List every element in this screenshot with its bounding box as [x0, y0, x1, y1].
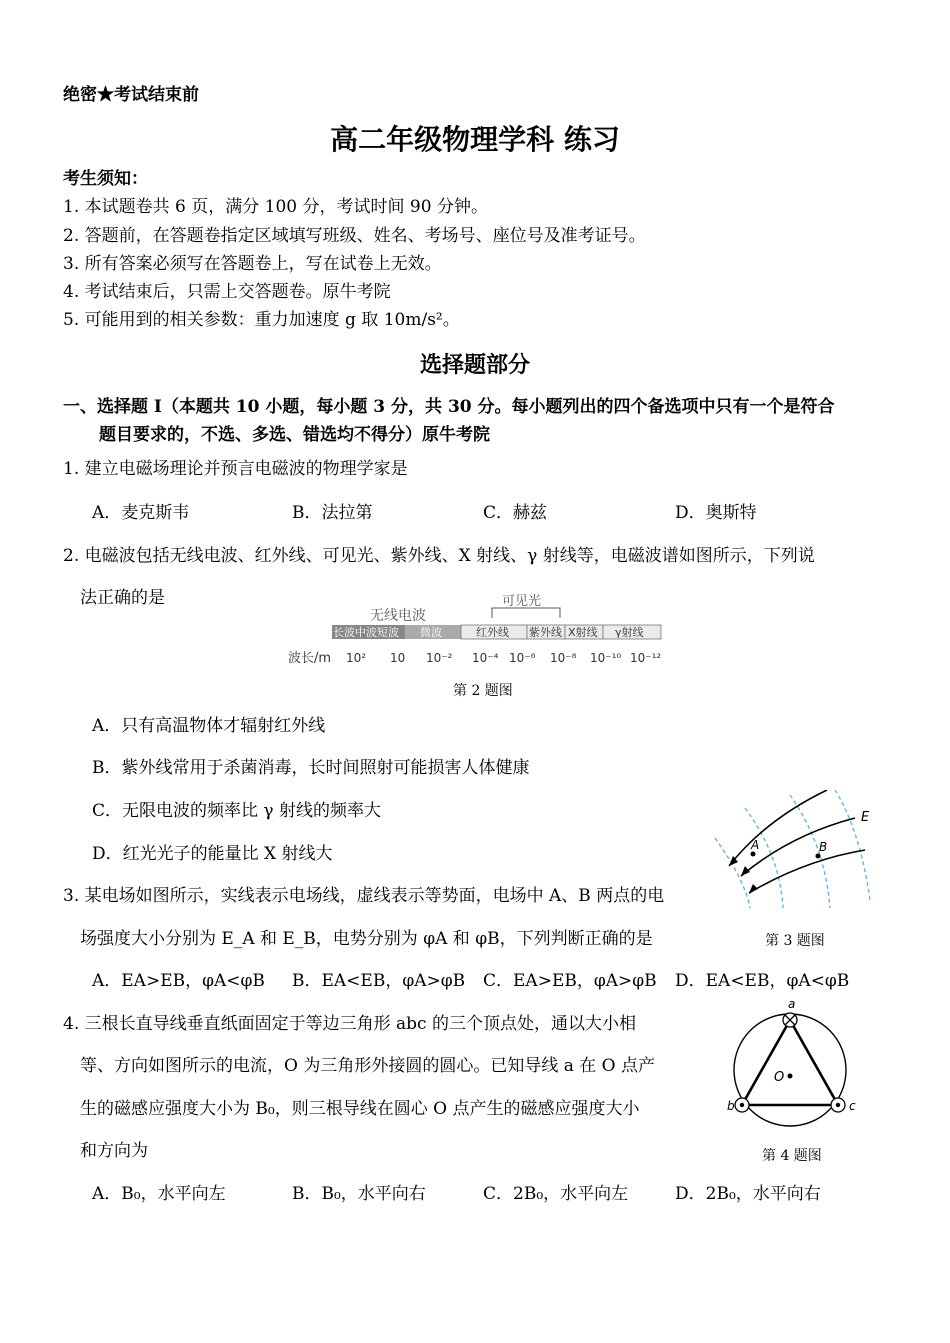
wire-a-label: a — [788, 998, 796, 1011]
tick-label: 10 — [390, 651, 406, 665]
q4-option-a: A．B₀，水平向左 — [92, 1184, 226, 1204]
q4-option-b: B．B₀，水平向右 — [292, 1184, 426, 1204]
q1-option-d: D．奥斯特 — [675, 503, 757, 523]
notice-item: 5. 可能用到的相关参数：重力加速度 g 取 10m/s²。 — [63, 310, 460, 330]
point-a — [751, 852, 756, 857]
q4-stem: 等、方向如图所示的电流，O 为三角形外接圆的圆心。已知导线 a 在 O 点产 — [80, 1056, 656, 1076]
band-label: 紫外线 — [529, 626, 562, 639]
wire-b-label: b — [727, 1099, 735, 1113]
point-b-label: B — [819, 840, 828, 854]
tick-label: 10⁻¹⁰ — [590, 651, 622, 665]
notice-item: 2. 答题前，在答题卷指定区域填写班级、姓名、考场号、座位号及准考证号。 — [63, 226, 646, 246]
tick-label: 10⁻⁴ — [472, 651, 499, 665]
q3-figure-caption: 第 3 题图 — [765, 933, 825, 949]
electric-field-figure — [705, 790, 885, 910]
q3-stem: 场强度大小分别为 E_A 和 E_B，电势分别为 φA 和 φB，下列判断正确的是 — [80, 929, 653, 949]
wire-triangle-figure — [722, 998, 872, 1138]
section-title: 选择题部分 — [419, 352, 530, 378]
q4-stem: 和方向为 — [80, 1141, 148, 1161]
q2-option-b: B．紫外线常用于杀菌消毒，长时间照射可能损害人体健康 — [92, 758, 530, 778]
page-title: 高二年级物理学科 练习 — [330, 123, 620, 156]
q1-option-b: B．法拉第 — [292, 503, 373, 523]
notice-item: 1. 本试题卷共 6 页，满分 100 分，考试时间 90 分钟。 — [63, 197, 488, 217]
q2-figure-caption: 第 2 题图 — [453, 683, 513, 699]
center-o — [788, 1074, 793, 1079]
tick-label: 10⁻⁶ — [509, 651, 536, 665]
section-instruction: 题目要求的，不选、多选、错选均不得分）原牛考院 — [99, 425, 490, 445]
q3-option-c: C．EA>EB，φA>φB — [483, 971, 657, 991]
band-label: 中波 — [355, 626, 377, 639]
radio-wave-label: 无线电波 — [370, 608, 426, 624]
band-label: 红外线 — [476, 626, 509, 639]
point-b — [816, 854, 821, 859]
q2-stem: 法正确的是 — [80, 588, 165, 608]
q2-option-d: D．红光光子的能量比 X 射线大 — [92, 844, 333, 864]
spectrum-figure — [280, 590, 680, 672]
q4-stem: 生的磁感应强度大小为 B₀，则三根导线在圆心 O 点产生的磁感应强度大小 — [80, 1099, 640, 1119]
wire-c-label: c — [849, 1099, 856, 1113]
band-label: X射线 — [568, 626, 598, 639]
tick-label: 10⁻² — [426, 651, 453, 665]
q2-stem: 2. 电磁波包括无线电波、红外线、可见光、紫外线、X 射线、γ 射线等，电磁波谱如图所示，下列说 — [63, 546, 815, 566]
q3-option-b: B．EA<EB，φA>φB — [292, 971, 466, 991]
notice-heading: 考生须知： — [63, 169, 148, 189]
q2-option-a: A．只有高温物体才辐射红外线 — [92, 716, 326, 736]
circumcircle — [734, 1014, 846, 1126]
q4-stem: 4. 三根长直导线垂直纸面固定于等边三角形 abc 的三个顶点处，通以大小相 — [63, 1014, 636, 1034]
confidential-label: 绝密★考试结束前 — [63, 85, 199, 105]
q1-option-c: C．赫兹 — [483, 503, 548, 523]
visible-light-label: 可见光 — [502, 594, 542, 609]
band-label: 短波 — [377, 626, 399, 639]
section-instruction: 一、选择题 I（本题共 10 小题，每小题 3 分，共 30 分。每小题列出的四个备选项中只有一个是符合 — [63, 397, 835, 417]
q1-stem: 1. 建立电磁场理论并预言电磁波的物理学家是 — [63, 459, 408, 479]
tick-label: 10² — [346, 651, 367, 665]
band-label: 长波 — [333, 626, 355, 639]
triangle-abc — [742, 1020, 838, 1105]
q4-figure-caption: 第 4 题图 — [762, 1148, 822, 1164]
wavelength-axis-label: 波长/m — [288, 651, 332, 666]
point-a-label: A — [751, 838, 760, 852]
band-label: γ射线 — [615, 626, 644, 639]
q3-option-d: D．EA<EB，φA<φB — [675, 971, 850, 991]
notice-item: 4. 考试结束后，只需上交答题卷。原牛考院 — [63, 282, 391, 302]
field-e-label: E — [861, 810, 870, 825]
q3-option-a: A．EA>EB，φA<φB — [92, 971, 265, 991]
notice-item: 3. 所有答案必须写在答题卷上，写在试卷上无效。 — [63, 254, 442, 274]
q4-option-d: D．2B₀，水平向右 — [675, 1184, 821, 1204]
tick-label: 10⁻⁸ — [550, 651, 577, 665]
tick-label: 10⁻¹² — [630, 651, 662, 665]
q3-stem: 3. 某电场如图所示，实线表示电场线，虚线表示等势面，电场中 A、B 两点的电 — [63, 886, 665, 906]
q2-option-c: C．无限电波的频率比 γ 射线的频率大 — [92, 801, 381, 821]
q4-option-c: C．2B₀，水平向左 — [483, 1184, 629, 1204]
center-o-label: O — [774, 1070, 785, 1085]
band-label: 微波 — [420, 626, 442, 639]
q1-option-a: A．麦克斯韦 — [92, 503, 190, 523]
